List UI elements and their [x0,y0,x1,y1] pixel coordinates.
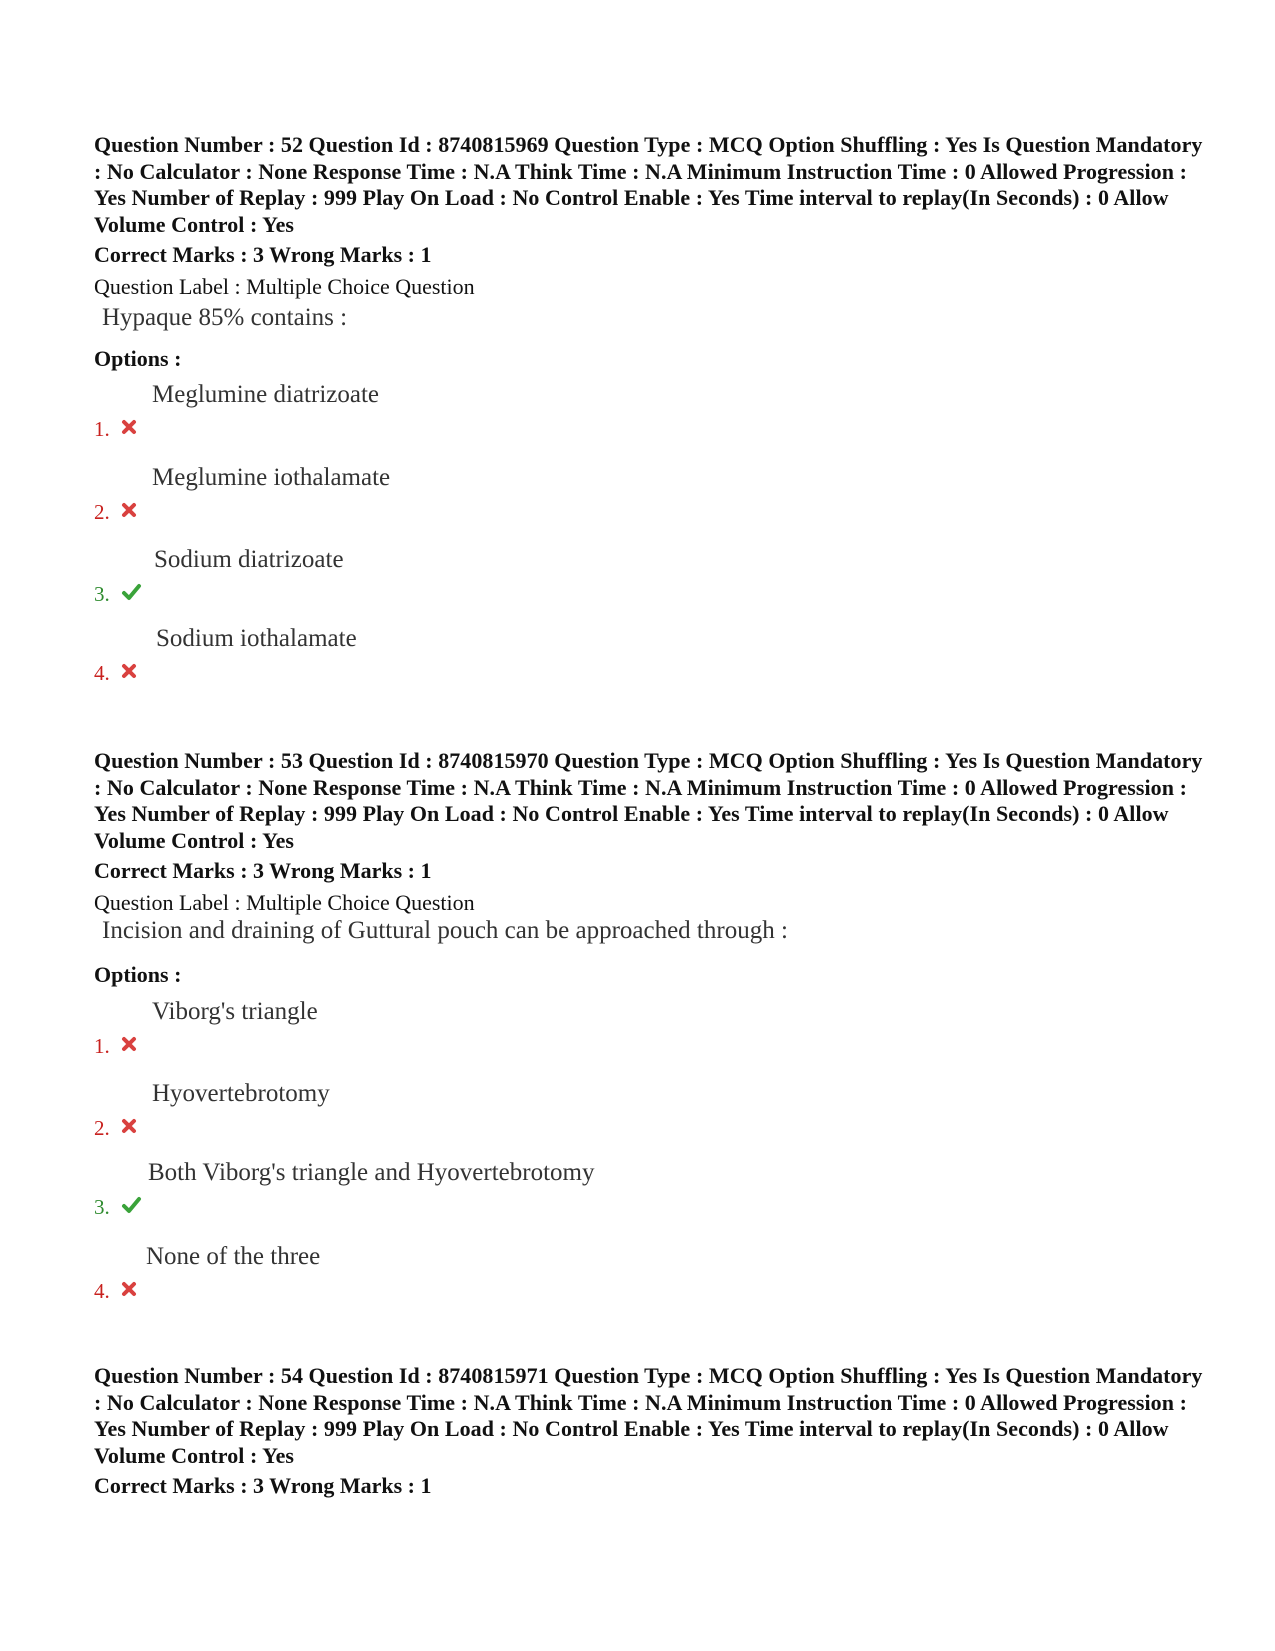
option-text: Both Viborg's triangle and Hyovertebrotomy [148,1159,595,1186]
option-row [94,1079,994,1139]
check-icon [120,583,142,601]
option-text: None of the three [146,1243,321,1270]
cross-icon [120,501,138,519]
option-number: 3. [94,1195,110,1219]
question-53-text [94,916,1204,946]
question-text: Incision and draining of Guttural pouch can be approached through : [102,917,788,944]
option-number: 2. [94,500,110,524]
option-text: Sodium iothalamate [156,625,357,652]
question-marks: Correct Marks : 3 Wrong Marks : 1 [94,1473,432,1498]
option-text: Hyovertebrotomy [152,1080,330,1107]
option-number: 2. [94,1116,110,1140]
cross-icon [120,1117,138,1135]
option-row [94,1158,994,1218]
options-title: Options : [94,346,182,371]
option-text: Meglumine diatrizoate [152,381,380,408]
question-marks: Correct Marks : 3 Wrong Marks : 1 [94,858,432,883]
question-label: Question Label : Multiple Choice Question [94,890,475,915]
option-row [94,624,994,684]
question-marks: Correct Marks : 3 Wrong Marks : 1 [94,242,432,267]
cross-icon [120,418,138,436]
option-row [94,380,994,440]
cross-icon [120,1280,138,1298]
option-number: 1. [94,417,110,441]
option-row [94,545,994,605]
question-52-text [94,303,1204,333]
question-meta: Question Number : 52 Question Id : 8740815969 Question Type : MCQ Option Shuffling : Yes Is Question Mandatory : No Calculator : None Response Time : N.A Think Time : N.A Minimum Instruction Time : 0 Allowed Progression : Yes Number of Replay : 999 Play On Load : No Control Enable : Yes Time interval to replay(In Seconds) : 0 Allow Volume Control : Yes [94,132,1203,237]
question-53-header [94,748,1204,916]
question-label: Question Label : Multiple Choice Question [94,274,475,299]
option-number: 4. [94,661,110,685]
question-meta: Question Number : 54 Question Id : 8740815971 Question Type : MCQ Option Shuffling : Yes Is Question Mandatory : No Calculator : None Response Time : N.A Think Time : N.A Minimum Instruction Time : 0 Allowed Progression : Yes Number of Replay : 999 Play On Load : No Control Enable : Yes Time interval to replay(In Seconds) : 0 Allow Volume Control : Yes [94,1363,1203,1468]
option-number: 1. [94,1034,110,1058]
check-icon [120,1196,142,1214]
cross-icon [120,662,138,680]
options-title: Options : [94,962,182,987]
option-number: 3. [94,582,110,606]
option-text: Viborg's triangle [152,998,318,1025]
option-text: Sodium diatrizoate [154,546,344,573]
option-row [94,1242,994,1302]
option-row [94,997,994,1057]
question-52-header [94,132,1204,300]
option-text: Meglumine iothalamate [152,464,391,491]
cross-icon [120,1035,138,1053]
option-row [94,463,994,523]
option-number: 4. [94,1279,110,1303]
question-text: Hypaque 85% contains : [102,304,348,331]
question-meta: Question Number : 53 Question Id : 8740815970 Question Type : MCQ Option Shuffling : Yes Is Question Mandatory : No Calculator : None Response Time : N.A Think Time : N.A Minimum Instruction Time : 0 Allowed Progression : Yes Number of Replay : 999 Play On Load : No Control Enable : Yes Time interval to replay(In Seconds) : 0 Allow Volume Control : Yes [94,748,1203,853]
question-54-header [94,1363,1204,1499]
